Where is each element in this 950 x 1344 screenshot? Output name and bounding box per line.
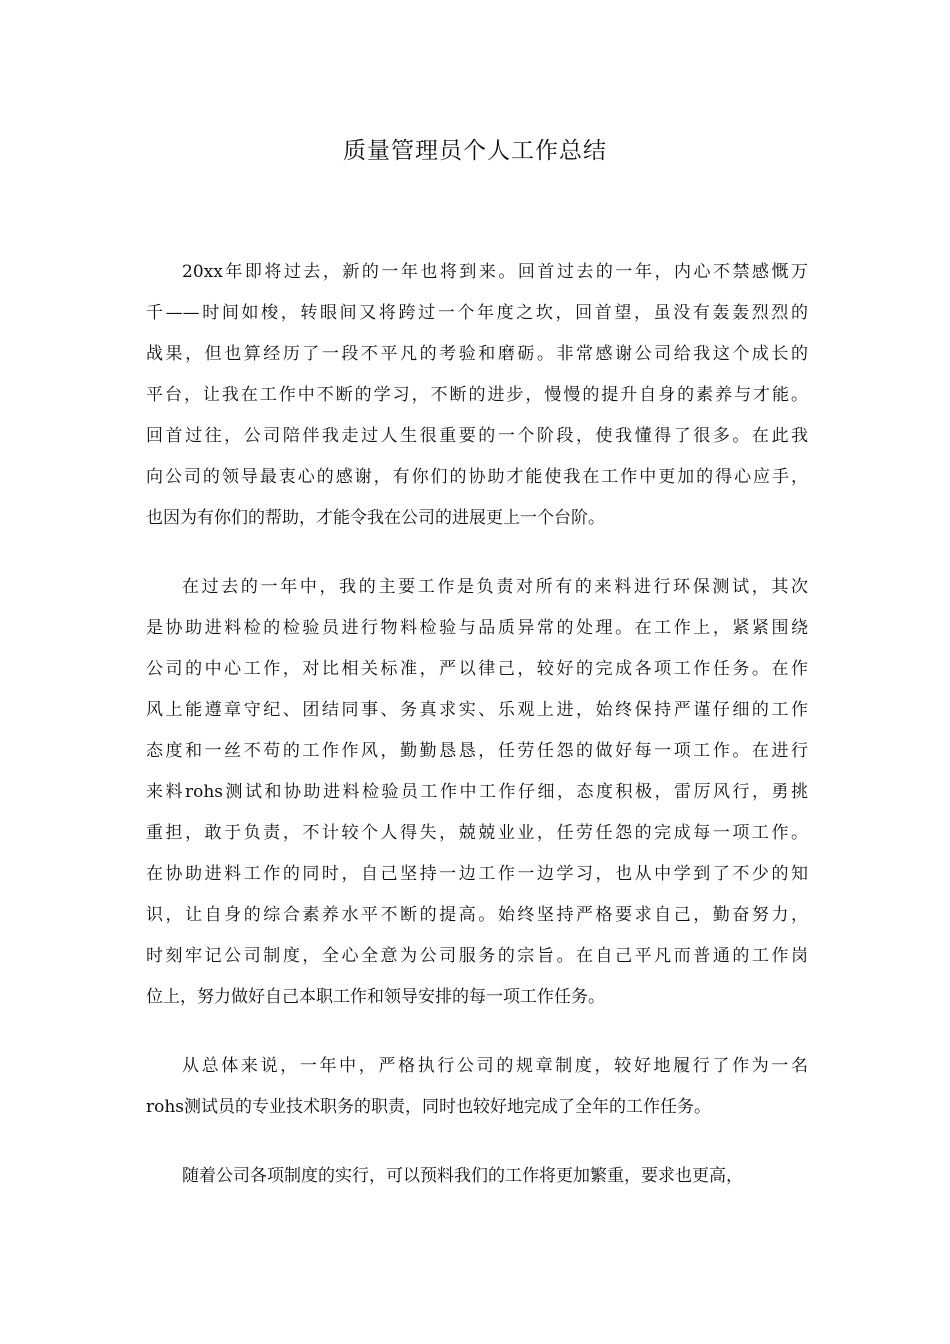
paragraph-line: 来料rohs测试和协助进料检验员工作中工作仔细，态度积极，雷厉风行，勇挑 [146,782,808,802]
paragraph-line: 识，让自身的综合素养水平不断的提高。始终坚持严格要求自己，勤奋努力， [146,905,808,925]
paragraph-4 [146,1156,808,1197]
paragraph-line: 公司的中心工作，对比相关标准，严以律己，较好的完成各项工作任务。在作 [146,659,808,679]
paragraph-line: 向公司的领导最衷心的感谢，有你们的协助才能使我在工作中更加的得心应手， [146,467,808,487]
paragraph-line: 从总体来说，一年中，严格执行公司的规章制度，较好地履行了作为一名 [182,1056,808,1076]
paragraph-line: 在过去的一年中，我的主要工作是负责对所有的来料进行环保测试，其次 [182,577,808,597]
paragraph-line: 态度和一丝不苟的工作作风，勤勤恳恳，任劳任怨的做好每一项工作。在进行 [146,741,808,761]
paragraph-line: 战果，但也算经历了一段不平凡的考验和磨砺。非常感谢公司给我这个成长的 [146,344,808,364]
paragraph-line: 20xx年即将过去，新的一年也将到来。回首过去的一年，内心不禁感慨万 [182,262,808,282]
paragraph-line: 在协助进料工作的同时，自己坚持一边工作一边学习，也从中学到了不少的知 [146,864,808,884]
paragraph-line: 重担，敢于负责，不计较个人得失，兢兢业业，任劳任怨的完成每一项工作。 [146,823,808,843]
paragraph-line: 回首过往，公司陪伴我走过人生很重要的一个阶段，使我懂得了很多。在此我 [146,426,808,446]
document-title: 质量管理员个人工作总结 [343,138,607,164]
paragraph-line: 风上能遵章守纪、团结同事、务真求实、乐观上进，始终保持严谨仔细的工作 [146,700,808,720]
paragraph-1 [146,252,808,539]
paragraph-3 [146,1046,808,1128]
paragraph-line: 随着公司各项制度的实行，可以预料我们的工作将更加繁重，要求也更高， [182,1166,743,1186]
paragraph-line: 位上，努力做好自己本职工作和领导安排的每一项工作任务。 [146,987,605,1007]
paragraph-line: 千——时间如梭，转眼间又将跨过一个年度之坎，回首望，虽没有轰轰烈烈的 [146,303,808,323]
paragraph-line: 平台，让我在工作中不断的学习，不断的进步，慢慢的提升自身的素养与才能。 [146,385,808,405]
paragraph-line: 也因为有你们的帮助，才能令我在公司的进展更上一个台阶。 [146,508,605,528]
document-body [146,252,808,1225]
paragraph-line: 时刻牢记公司制度，全心全意为公司服务的宗旨。在自己平凡而普通的工作岗 [146,946,808,966]
paragraph-line: 是协助进料检的检验员进行物料检验与品质异常的处理。在工作上，紧紧围绕 [146,618,808,638]
paragraph-line: rohs测试员的专业技术职务的职责，同时也较好地完成了全年的工作任务。 [146,1097,712,1117]
paragraph-2 [146,567,808,1018]
